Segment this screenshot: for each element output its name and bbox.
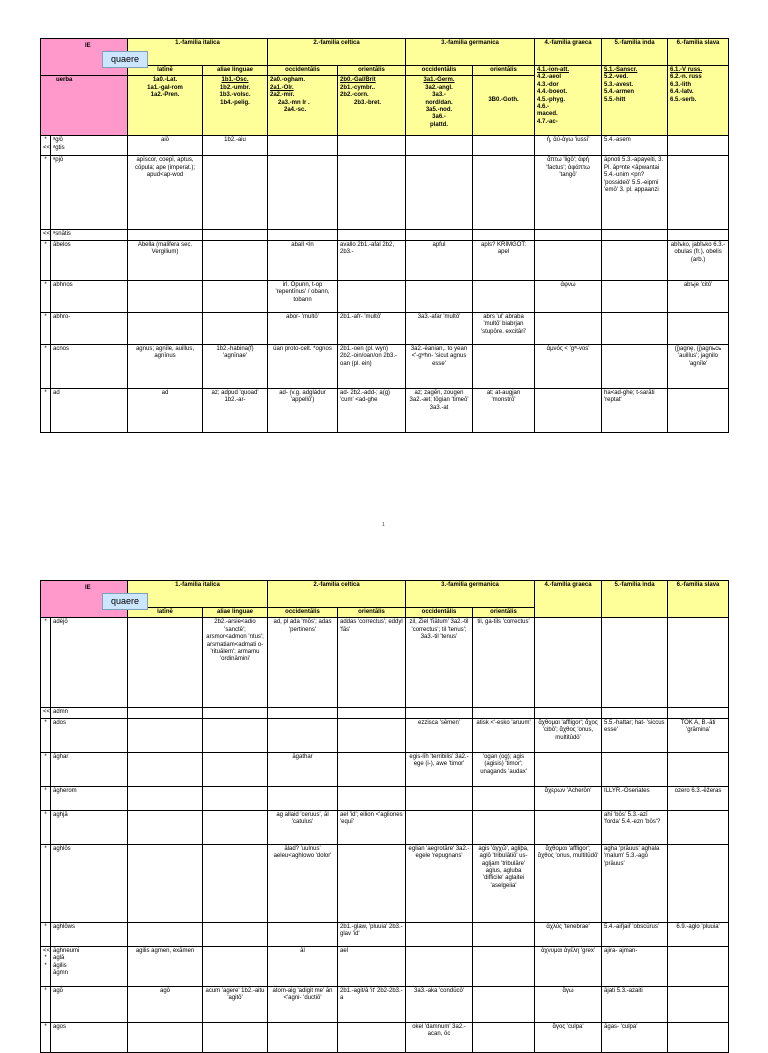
- row-marker: <<: [41, 230, 51, 240]
- cell-celt-ori: [338, 752, 406, 786]
- subheader-germ-occ-2: occidentālis: [406, 608, 473, 618]
- lemma-word: aghjā: [53, 811, 68, 818]
- cell-germ-ori: [473, 986, 535, 1022]
- cell-germ-ori: abrs 'ul' abraba 'multō' biabrjan 'stupōre. excitārī': [473, 312, 535, 344]
- lemma-cell: [51, 344, 128, 388]
- cell-aliae: [203, 786, 268, 810]
- table-row: [41, 786, 729, 810]
- cell-slava: [668, 136, 729, 156]
- germ-occ-groups: 3a1.-Germ. 3a2.-angl. 3a3.- nord/dan. 3a5.-nod. 3a6.- plattd.: [406, 76, 473, 136]
- cell-celt-ori: ael: [338, 946, 406, 986]
- cell-aliae: [203, 718, 268, 752]
- cell-lat: Abella (malifera sec. Vergilium): [128, 240, 203, 280]
- cell-celt-occ: [268, 136, 338, 156]
- cell-lat: agnus; agnīle, auillus, agnīnus: [128, 344, 203, 388]
- cell-lat: agilis agmen, exāmen: [128, 946, 203, 986]
- cell-germ-occ: zil, Ziel 'fīātum' 3a2.-til 'correctus'; til 'tenus'; 3a3.-til 'tenus': [406, 618, 473, 708]
- family-germanica-2: 3.-familia germanica: [406, 581, 535, 608]
- cell-germ-ori: [473, 946, 535, 986]
- family-italica: 1.-familia italica: [128, 39, 268, 66]
- cell-celt-ori: [338, 708, 406, 718]
- cell-slava: (j)agnę, (j)agnьcь 'auillus'; jagnilo 'agnīle': [668, 344, 729, 388]
- cell-celt-ori: [338, 844, 406, 922]
- cell-celt-ori: [338, 280, 406, 312]
- cell-celt-ori: [338, 718, 406, 752]
- cell-inda: [602, 708, 668, 718]
- row-marker: *: [41, 844, 51, 922]
- row-marker: * <<: [41, 136, 51, 156]
- cell-germ-occ: 3a3.-afar 'multō': [406, 312, 473, 344]
- cell-lat: ad: [128, 388, 203, 432]
- cell-lat: [128, 230, 203, 240]
- cell-germ-occ: [406, 280, 473, 312]
- table-row: [41, 312, 729, 344]
- cell-graeca: ἄγω: [535, 986, 602, 1022]
- cell-slava: abъje 'citō': [668, 280, 729, 312]
- cell-aliae: [203, 844, 268, 922]
- cell-slava: [668, 844, 729, 922]
- cell-lat: agō: [128, 986, 203, 1022]
- inda-groups: 5.1.-Sanscr. 5.2.-ved. 5.3.-avest. 5.4.-armen 5.5.-hitt: [602, 66, 668, 136]
- row-marker: *: [41, 986, 51, 1022]
- cell-inda: [602, 312, 668, 344]
- cell-celt-occ: [268, 786, 338, 810]
- lemma-word: ᵃgʲō: [53, 137, 63, 144]
- cell-graeca: ἀφνω: [535, 280, 602, 312]
- lemma-cell: [51, 810, 128, 844]
- lemma-word: ᵃgtis: [53, 144, 65, 151]
- row-marker: *: [41, 312, 51, 344]
- cell-celt-ori: 2b1.-glaw, 'pluuia' 2b3.-glav 'id': [338, 922, 406, 946]
- cell-slava: [668, 618, 729, 708]
- lemma-cell: [51, 618, 128, 708]
- row-marker: *: [41, 618, 51, 708]
- cell-celt-occ: irl. Opunn, t-op 'repentīnus' / obann, tobann: [268, 280, 338, 312]
- cell-celt-occ: āgathar: [268, 752, 338, 786]
- lemma-cell: [51, 786, 128, 810]
- subheader-germ-occ: occidentālis: [406, 66, 473, 76]
- cell-celt-occ: [268, 230, 338, 240]
- cell-graeca: ἅπτω 'ligō'; ἀφή 'factus'; ἀφάπτω 'tangō': [535, 156, 602, 230]
- family-inda: 5.-familia inda: [602, 39, 668, 66]
- lemma-cell: [51, 312, 128, 344]
- cell-lat: [128, 1022, 203, 1052]
- cell-slava: 6.9.-aglo 'pluuia': [668, 922, 729, 946]
- cell-aliae: [203, 240, 268, 280]
- cell-aliae: az; adpud 'quoad' 1b2.-ar-: [203, 388, 268, 432]
- cell-aliae: [203, 946, 268, 986]
- cell-slava: [668, 810, 729, 844]
- cell-germ-occ: apful: [406, 240, 473, 280]
- cell-graeca: [535, 708, 602, 718]
- cell-inda: āpnoti 5.3.-apayeiti, 3. Pl. āpᵃnte <āpwantai 5.4.-unim <pn? 'possideō' 5.5.-eipmi 'emō' 3. pl. appaanzi: [602, 156, 668, 230]
- slava-groups: 6.1.-V russ. 6.2.-n. russ 6.3.-lith 6.4.-latv. 6.5.-serb.: [668, 66, 729, 136]
- lemma-cell: [51, 708, 128, 718]
- row-marker: *: [41, 344, 51, 388]
- subheader-aliae-2: aliae linguae: [203, 608, 268, 618]
- subheader-latine: latīnē: [128, 66, 203, 76]
- table-row: [41, 230, 729, 240]
- cell-graeca: [535, 752, 602, 786]
- cell-inda: ILLYR.-Oseriates: [602, 786, 668, 810]
- table-row: [41, 718, 729, 752]
- cell-celt-ori: ael 'id'; eilion <'agliones 'equī': [338, 810, 406, 844]
- cell-celt-occ: ad, pl ada 'mōs'; adas 'pertinens': [268, 618, 338, 708]
- cell-graeca: ἀμνός < 'gʷ-vos': [535, 344, 602, 388]
- row-marker: <<: [41, 708, 51, 718]
- cell-germ-occ: 3a3.-aka 'condūcō': [406, 986, 473, 1022]
- cell-germ-occ: ezzisca 'sēmen': [406, 718, 473, 752]
- cell-slava: [668, 946, 729, 986]
- cell-inda: [602, 618, 668, 708]
- cell-graeca: ἄχερων 'Acherōn': [535, 786, 602, 810]
- cell-aliae: [203, 156, 268, 230]
- cell-slava: abl̓ъko, jabl̓ъko 6.3.-obulas (fr.), obelis (arb.): [668, 240, 729, 280]
- latin-groups: 1a0.-Lat. 1a1.-gal-rom 1a2.-Pren.: [128, 76, 203, 136]
- cell-inda: agha 'prāuus' aghala 'malum' 5.3.-agō 'prāuus': [602, 844, 668, 922]
- row-marker: *: [41, 388, 51, 432]
- row-marker: *: [41, 752, 51, 786]
- cell-lat: [128, 618, 203, 708]
- cell-lat: [128, 844, 203, 922]
- cell-celt-occ: úan proto-celt. *ognos: [268, 344, 338, 388]
- row-marker: *: [41, 240, 51, 280]
- cell-slava: [668, 752, 729, 786]
- lemma-word: adējō: [53, 619, 68, 626]
- lemma-word: abhnos: [53, 281, 73, 288]
- lemma-word: aglā: [53, 955, 65, 962]
- table-row: [41, 388, 729, 432]
- cell-lat: apīscor, coepī, aptus, cōpula; ape (imperat.); apud<ap-wod: [128, 156, 203, 230]
- cell-germ-ori: [473, 280, 535, 312]
- cell-inda: 5.4.-asem: [602, 136, 668, 156]
- lemma-cell: [51, 1022, 128, 1052]
- cell-celt-occ: āl: [268, 946, 338, 986]
- table-row: [41, 946, 729, 986]
- cell-celt-occ: [268, 718, 338, 752]
- table-row: [41, 844, 729, 922]
- family-celtica-2: 2.-familia celtica: [268, 581, 406, 608]
- lemma-word: abhro-: [53, 313, 71, 320]
- cell-lat: [128, 786, 203, 810]
- family-italica-2: 1.-familia italica: [128, 581, 268, 608]
- cell-celt-occ: [268, 1022, 338, 1052]
- lemma-cell: [51, 280, 128, 312]
- table-row: [41, 922, 729, 946]
- table-row: [41, 1022, 729, 1052]
- cell-germ-ori: [473, 922, 535, 946]
- cell-germ-ori: apls? KRIMGOT: apel: [473, 240, 535, 280]
- cell-germ-occ: [406, 786, 473, 810]
- family-celtica: 2.-familia celtica: [268, 39, 406, 66]
- lemma-cell: [51, 230, 128, 240]
- subheader-germ-ori: orientālis: [473, 66, 535, 76]
- aliae-groups: 1b1.-Osc. 1b2.-umbr. 1b3.-volsc. 1b4.-pelig.: [203, 76, 268, 136]
- family-slava: 6.-familia slava: [668, 39, 729, 66]
- table-row: [41, 344, 729, 388]
- cell-germ-ori: [473, 1022, 535, 1052]
- cell-germ-ori: [473, 136, 535, 156]
- family-graeca-2: 4.-familia graeca: [535, 581, 602, 618]
- table-row: [41, 752, 729, 786]
- sheet-page-1: [40, 38, 728, 433]
- subheader-aliae: aliae linguae: [203, 66, 268, 76]
- ie-header-cell: [41, 39, 140, 76]
- lemma-word: ābelos: [53, 241, 71, 248]
- cell-slava: [668, 156, 729, 230]
- lemma-cell: [51, 752, 128, 786]
- table-row: [41, 280, 729, 312]
- ie-label: IE: [85, 43, 91, 49]
- cell-slava: [668, 986, 729, 1022]
- subheader-germ-ori-2: orientālis: [473, 608, 535, 618]
- subheader-celt-occ: occidentālis: [268, 66, 338, 76]
- cell-graeca: [535, 240, 602, 280]
- cell-inda: [602, 280, 668, 312]
- etymology-table-1: [40, 38, 729, 433]
- cell-inda: ajira- ajman-: [602, 946, 668, 986]
- celt-occ-groups: 2a0.-ogham. 2a1.-Olr. 2a2.-mir. 2a3.-mn Ir . 2a4.-sc.: [268, 76, 338, 136]
- cell-inda: āgas- 'culpa': [602, 1022, 668, 1052]
- family-inda-2: 5.-familia inda: [602, 581, 668, 618]
- cell-celt-ori: addas 'correctus'; eddyl 'fās': [338, 618, 406, 708]
- lemma-word: agos: [53, 1023, 67, 1030]
- row-marker: *: [41, 1022, 51, 1052]
- cell-celt-occ: [268, 922, 338, 946]
- cell-lat: [128, 810, 203, 844]
- cell-germ-ori: at; at-augjan 'monstrō': [473, 388, 535, 432]
- cell-graeca: [535, 230, 602, 240]
- quaere-button-2[interactable]: quaere: [102, 593, 148, 610]
- sheet-page-2: [40, 580, 728, 1053]
- row-marker: *: [41, 280, 51, 312]
- cell-slava: [668, 388, 729, 432]
- lemma-cell: [51, 946, 128, 986]
- lemma-cell: [51, 986, 128, 1022]
- cell-graeca: ἀχνυμαι ἀγέλη 'grex': [535, 946, 602, 986]
- lemma-word: ad: [53, 389, 60, 396]
- cell-germ-ori: agis 'ἀγχῶ', agliþa, aglō 'tribulātiō' us-agljam 'tribulāre' aglus, agluba 'difficile' aglaitei 'aselgeiia': [473, 844, 535, 922]
- cell-germ-occ: [406, 922, 473, 946]
- subheader-celt-ori: orientālis: [338, 66, 406, 76]
- cell-aliae: [203, 280, 268, 312]
- cell-inda: [602, 240, 668, 280]
- subheader-latine-2: latīnē: [128, 608, 203, 618]
- cell-aliae: [203, 230, 268, 240]
- cell-germ-occ: okel 'damnum' 3a2.-acan, ōc: [406, 1022, 473, 1052]
- etymology-table-2: [40, 580, 729, 1053]
- ie-label-2: IE: [85, 585, 91, 591]
- cell-aliae: [203, 752, 268, 786]
- family-germanica: 3.-familia germanica: [406, 39, 535, 66]
- cell-graeca: [535, 810, 602, 844]
- lemma-cell: [51, 388, 128, 432]
- cell-germ-ori: 'ogan (og); agis (agisis) 'timor'; unagands 'audax': [473, 752, 535, 786]
- cell-lat: [128, 718, 203, 752]
- subheader-celt-occ-2: occidentālis: [268, 608, 338, 618]
- cell-graeca: [535, 388, 602, 432]
- family-graeca: 4.-familia graeca: [535, 39, 602, 66]
- cell-aliae: acum 'agere' 1b2.-aitu 'agitō': [203, 986, 268, 1022]
- cell-germ-ori: [473, 708, 535, 718]
- cell-germ-occ: [406, 230, 473, 240]
- cell-celt-ori: [338, 786, 406, 810]
- lemma-word: āgmn: [53, 970, 69, 977]
- cell-slava: [668, 1022, 729, 1052]
- cell-germ-occ: [406, 810, 473, 844]
- cell-inda: 5.5.-hattar; hat- 'siccus esse': [602, 718, 668, 752]
- cell-germ-ori: [473, 810, 535, 844]
- cell-aliae: [203, 810, 268, 844]
- cell-lat: [128, 922, 203, 946]
- cell-graeca: [535, 618, 602, 708]
- lemma-word: ᵃpjō: [53, 157, 64, 164]
- cell-celt-ori: 2b1.-agit/ā 'it' 2b2-2b3.-a: [338, 986, 406, 1022]
- cell-celt-occ: aball <ln: [268, 240, 338, 280]
- lemma-word: āghneumi: [53, 947, 80, 954]
- cell-lat: [128, 312, 203, 344]
- cell-slava: TOK A, B.-āti 'grāmina': [668, 718, 729, 752]
- cell-graeca: ἀχλύς 'tenebrae': [535, 922, 602, 946]
- cell-germ-occ: egis-līh 'terribilis' 3a2.-ege (i-), awe 'timor': [406, 752, 473, 786]
- cell-graeca: ἄχθομαι 'affligor'; ἄχθος 'onus, multitūdō': [535, 844, 602, 922]
- cell-lat: [128, 752, 203, 786]
- cell-celt-occ: ad- (v.g. adgládur 'appellō'): [268, 388, 338, 432]
- cell-celt-ori: 2b1.-oen (pl. wyn) 2b2.-oin/oan/on 2b3.-oan (pl. ein): [338, 344, 406, 388]
- table-row: [41, 240, 729, 280]
- cell-slava: ozero 6.3.-ēžeras: [668, 786, 729, 810]
- cell-germ-ori: [473, 786, 535, 810]
- ie-header-cell-2: [41, 581, 140, 618]
- cell-germ-occ: [406, 136, 473, 156]
- cell-graeca: ἄχθομαι 'affligor'; ἄχος 'cibō'; ἄχθος 'onus, multitūdō': [535, 718, 602, 752]
- page-number: 1: [382, 522, 385, 528]
- cell-celt-ori: [338, 230, 406, 240]
- cell-celt-occ: ag allaid 'ceruus', āl 'catulus': [268, 810, 338, 844]
- cell-germ-occ: [406, 946, 473, 986]
- lemma-cell: [51, 844, 128, 922]
- lemma-cell: [51, 240, 128, 280]
- lemma-cell: [51, 136, 128, 156]
- row-marker: *: [41, 156, 51, 230]
- cell-inda: ha<ad-ghe; t-sarāti 'reptat': [602, 388, 668, 432]
- cell-celt-ori: ad- 2b2.-add-; a(g) 'cum' <ad-ghe: [338, 388, 406, 432]
- cell-celt-occ: ālad? 'uulnus' aeleu<aghlowo 'dolor': [268, 844, 338, 922]
- lemma-cell: [51, 922, 128, 946]
- cell-lat: [128, 280, 203, 312]
- table-row: [41, 986, 729, 1022]
- cell-lat: aiō: [128, 136, 203, 156]
- lemma-word: agō: [53, 987, 64, 994]
- cell-celt-ori: avallo 2b1.-afal 2b2, 2b3.-: [338, 240, 406, 280]
- cell-celt-occ: abor- 'multō': [268, 312, 338, 344]
- cell-aliae: 2b2.-arsie<adio 'sanctē'; arsmor<admon 'ntus'; arsmatiam<admati o- 'rituālem'; armamu 'ordināmini': [203, 618, 268, 708]
- lemma-word: acnos: [53, 345, 70, 352]
- cell-inda: [602, 344, 668, 388]
- lemma-word: āgherom: [53, 787, 77, 794]
- cell-celt-ori: [338, 1022, 406, 1052]
- cell-graeca: [535, 312, 602, 344]
- lemma-word: āghar: [53, 753, 69, 760]
- row-marker: *: [41, 718, 51, 752]
- celt-ori-groups: 2b0.-Gal/Brit 2b1.-cymbr.. 2b2.-corn. 2b3.-bret.: [338, 76, 406, 136]
- table-row: [41, 810, 729, 844]
- cell-celt-ori: [338, 136, 406, 156]
- cell-germ-occ: az; zagēn, zougen 3a2.-æt; tōgian 'timeō' 3a3.-at: [406, 388, 473, 432]
- cell-slava: [668, 312, 729, 344]
- cell-germ-ori: atisk <'-esko 'aruum': [473, 718, 535, 752]
- cell-slava: [668, 708, 729, 718]
- lemma-word: āgilis: [53, 962, 67, 969]
- cell-aliae: [203, 1022, 268, 1052]
- quaere-button[interactable]: quaere: [102, 51, 148, 68]
- lemma-word: ᵃsnātis: [53, 231, 71, 238]
- cell-germ-occ: eglian 'aegrotāre' 3a2.-egele 'repugnans': [406, 844, 473, 922]
- cell-inda: [602, 752, 668, 786]
- cell-graeca: ἄγος 'culpa': [535, 1022, 602, 1052]
- cell-aliae: [203, 708, 268, 718]
- cell-germ-ori: [473, 230, 535, 240]
- family-slava-2: 6.-familia slava: [668, 581, 729, 618]
- lemma-cell: [51, 718, 128, 752]
- subheader-celt-ori-2: orientālis: [338, 608, 406, 618]
- germ-ori-group: 3B0.-Goth.: [473, 76, 535, 136]
- cell-aliae: 1b2.-aiu: [203, 136, 268, 156]
- row-marker: << * *: [41, 946, 51, 986]
- table-row: [41, 136, 729, 156]
- table-row: [41, 618, 729, 708]
- lemma-word: aghlōws: [53, 923, 76, 930]
- cell-celt-ori: [338, 156, 406, 230]
- row-marker: *: [41, 810, 51, 844]
- lemma-word: aghlōs: [53, 845, 71, 852]
- table-row: [41, 708, 729, 718]
- cell-celt-occ: [268, 156, 338, 230]
- cell-germ-ori: [473, 344, 535, 388]
- cell-aliae: [203, 922, 268, 946]
- uerba-header: uerba: [41, 76, 128, 136]
- table-row: [41, 156, 729, 230]
- cell-aliae: [203, 312, 268, 344]
- cell-slava: [668, 230, 729, 240]
- cell-inda: ājati 5.3.-azaiti: [602, 986, 668, 1022]
- row-marker: *: [41, 786, 51, 810]
- cell-aliae: 1b2.-habina(f) 'agnīnae': [203, 344, 268, 388]
- cell-lat: [128, 708, 203, 718]
- cell-germ-ori: til, ga-tils 'correctus': [473, 618, 535, 708]
- cell-celt-ori: 2b1.-afr- 'multō': [338, 312, 406, 344]
- graeca-groups: 4.1.-ion-att. 4.2.-aeol 4.3.-dor 4.4.-boeot. 4.5.-phyg. 4.6.- maced. 4.7.-ac-: [535, 66, 602, 136]
- cell-inda: [602, 230, 668, 240]
- lemma-word: admn: [53, 709, 69, 716]
- row-marker: *: [41, 922, 51, 946]
- cell-germ-occ: [406, 708, 473, 718]
- cell-germ-occ: 3a2.-ēanian,. to yean <'-gʷhn- 'sicut agnus esse': [406, 344, 473, 388]
- cell-germ-occ: [406, 156, 473, 230]
- cell-graeca: ἠ, ᾱὐ-ἀγω 'iussī': [535, 136, 602, 156]
- cell-celt-occ: atom-aig 'adigit me' ān <'agni- 'ductiō': [268, 986, 338, 1022]
- lemma-word: ados: [53, 719, 67, 726]
- cell-inda: ahī 'bōs' 5.3.-azī 'forda' 5.4.-ezn 'bōs'?: [602, 810, 668, 844]
- cell-germ-ori: [473, 156, 535, 230]
- cell-celt-occ: [268, 708, 338, 718]
- cell-inda: 5.4.-aiřjaiř 'obscūrus': [602, 922, 668, 946]
- lemma-cell: [51, 156, 128, 230]
